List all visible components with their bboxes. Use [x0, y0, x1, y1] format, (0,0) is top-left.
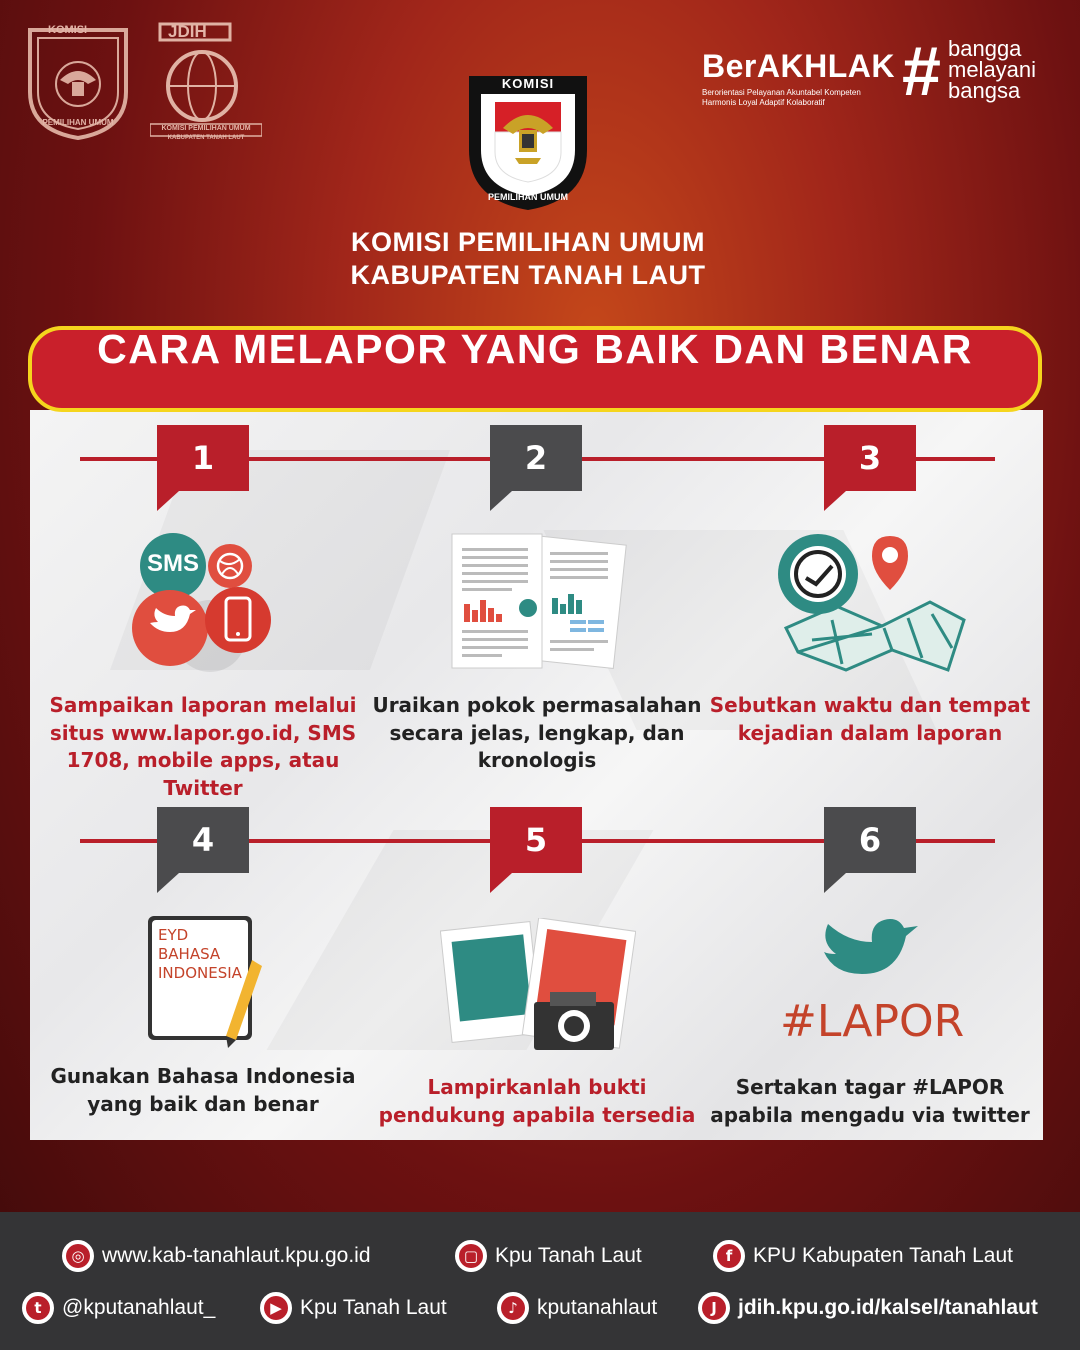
step-1-caption: Sampaikan laporan melalui situs www.lapor.go.id, SMS 1708, mobile apps, atau Twitter — [49, 693, 357, 800]
footer-jdih[interactable] — [698, 1288, 1038, 1328]
berakhlak-logo — [702, 32, 1062, 122]
step-6-caption: Sertakan tagar #LAPOR apabila mengadu via twitter — [710, 1075, 1030, 1127]
step-1-number: 1 — [157, 425, 249, 491]
eyd-book-line1: EYD — [158, 926, 189, 944]
twitter-bird-icon — [780, 912, 965, 1048]
eyd-book-text — [158, 926, 242, 983]
jdih-icon: J — [698, 1292, 730, 1324]
eyd-book-line3: INDONESIA — [158, 964, 242, 982]
footer-website-text: www.kab-tanahlaut.kpu.go.id — [102, 1244, 371, 1267]
footer-website[interactable] — [62, 1236, 371, 1276]
berakhlak-slogan — [948, 38, 1036, 101]
footer-instagram[interactable] — [455, 1236, 642, 1276]
step-2-number: 2 — [490, 425, 582, 491]
banner-title: CARA MELAPOR YANG BAIK DAN BENAR — [97, 326, 973, 372]
step-3-caption: Sebutkan waktu dan tempat kejadian dalam laporan — [709, 693, 1031, 745]
photos-camera-icon — [440, 918, 636, 1054]
step-4-caption: Gunakan Bahasa Indonesia yang baik dan benar — [50, 1064, 356, 1116]
documents-icon — [448, 530, 628, 675]
footer-twitter-text: @kputanahlaut_ — [62, 1296, 216, 1319]
organization-title-line2: KABUPATEN TANAH LAUT — [350, 260, 706, 290]
jdih-logo-line1: KOMISI PEMILIHAN UMUM — [161, 125, 251, 132]
lapor-hashtag-text: #LAPOR — [780, 996, 965, 1047]
footer-twitter[interactable] — [22, 1288, 215, 1328]
footer-facebook-text: KPU Kabupaten Tanah Laut — [753, 1244, 1013, 1267]
kpu-logo-main-bottom-text: PEMILIHAN UMUM — [488, 192, 568, 202]
berakhlak-tagline-line2: Harmonis Loyal Adaptif Kolaboratif — [702, 98, 825, 107]
sms-icon-text: SMS — [146, 550, 199, 577]
jdih-logo-line2: KABUPATEN TANAH LAUT — [167, 135, 245, 141]
instagram-icon: ▢ — [455, 1240, 487, 1272]
step-3-number: 3 — [824, 425, 916, 491]
footer-instagram-text: Kpu Tanah Laut — [495, 1244, 642, 1267]
kpu-logo-small-top-text: KOMISI — [48, 24, 88, 36]
footer-tiktok-text: kputanahlaut — [537, 1296, 658, 1319]
footer-youtube[interactable] — [260, 1288, 447, 1328]
kpu-logo-small-bottom-text: PEMILIHAN UMUM — [42, 118, 114, 127]
slogan-line3: bangsa — [948, 78, 1021, 103]
organization-title — [0, 226, 1056, 292]
jdih-logo-title: JDIH — [168, 22, 207, 41]
step-4-number: 4 — [157, 807, 249, 873]
eyd-book-pencil-icon — [144, 912, 268, 1048]
step-5-caption: Lampirkanlah bukti pendukung apabila tersedia — [378, 1075, 696, 1127]
footer — [0, 1212, 1080, 1350]
berakhlak-tagline-line1: Berorientasi Pelayanan Akuntabel Kompeten — [702, 88, 861, 97]
step-5-number: 5 — [490, 807, 582, 873]
footer-youtube-text: Kpu Tanah Laut — [300, 1296, 447, 1319]
jdih-logo — [150, 20, 262, 142]
step-6-number: 6 — [824, 807, 916, 873]
footer-tiktok[interactable] — [497, 1288, 657, 1328]
kpu-logo-main — [465, 72, 591, 212]
berakhlak-brand: BerAKHLAK — [702, 48, 895, 84]
step-2-caption: Uraikan pokok permasalahan secara jelas, lengkap, dan kronologis — [372, 693, 702, 772]
organization-title-line1: KOMISI PEMILIHAN UMUM — [351, 227, 705, 257]
berakhlak-tagline — [702, 88, 902, 108]
eyd-book-line2: BAHASA — [158, 945, 221, 963]
tiktok-icon: ♪ — [497, 1292, 529, 1324]
youtube-icon: ▶ — [260, 1292, 292, 1324]
kpu-logo-small — [24, 22, 132, 140]
clock-map-pin-icon — [772, 528, 972, 676]
twitter-icon: t — [22, 1292, 54, 1324]
footer-facebook[interactable] — [713, 1236, 1013, 1276]
slogan-line1: bangga — [948, 36, 1022, 61]
hashtag-icon: # — [902, 32, 941, 110]
sms-twitter-phone-icon — [130, 528, 280, 673]
slogan-line2: melayani — [948, 57, 1037, 82]
footer-jdih-text: jdih.kpu.go.id/kalsel/tanahlaut — [738, 1296, 1038, 1319]
globe-icon: ◎ — [62, 1240, 94, 1272]
kpu-logo-main-top-text: KOMISI — [501, 76, 555, 91]
facebook-icon: f — [713, 1240, 745, 1272]
